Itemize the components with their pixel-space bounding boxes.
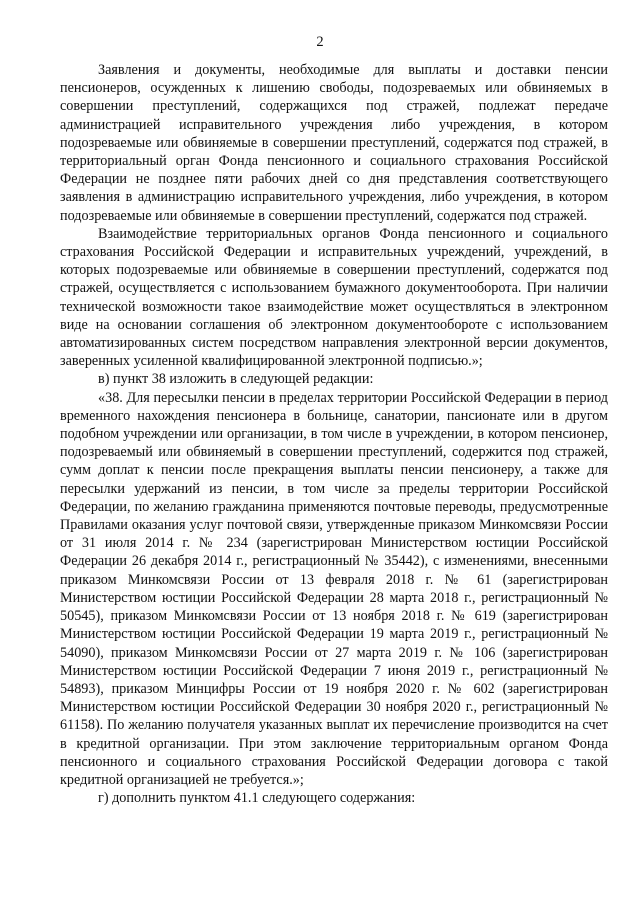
paragraph-documents-transfer: Заявления и документы, необходимые для выплаты и доставки пенсии пенсионеров, осужденных к лишению свободы, подозреваемых или обвиняемых в совершении преступлений, содержащихся под стражей, подлежат передаче администрацией исправительного учреждения либо учреждения, в котором подозреваемые или обвиняемые в совершении преступлений, содержатся под стражей, в территориальный орган Фонда пенсионного и социального страхования Российской Федерации не позднее пяти рабочих дней со дня представления соответствующего заявления в администрацию исправительного учреждения, либо учреждения, в котором подозреваемые или обвиняемые в совершении преступлений, содержатся под стражей.: [60, 62, 608, 224]
paragraph-item-v: в) пункт 38 изложить в следующей редакции:: [98, 371, 374, 388]
paragraph-point-38: «38. Для пересылки пенсии в пределах территории Российской Федерации в период временного нахождения пенсионера в больнице, санатории, пансионате или в другом подобном учреждении или организации, в том числе в учреждении, в котором пенсионер, подозреваемый или обвиняемый в совершении преступлений, содержится под стражей, сумм доплат к пенсии после прекращения выплаты пенсии пенсионеру, а также для пересылки удержаний из пенсии, в том числе за пределы территории Российской Федерации, по желанию гражданина применяются почтовые переводы, предусмотренные Правилами оказания услуг почтовой связи, утвержденные приказом Минкомсвязи России от 31 июля 2014 г. № 234 (зарегистрирован Министерством юстиции Российской Федерации 26 декабря 2014 г., регистрационный № 35442), с изменениями, внесенными приказом Минкомсвязи России от 13 февраля 2018 г. № 61 (зарегистрирован Министерством юстиции Российской Федерации 28 марта 2018 г., регистрационный № 50545), приказом Минкомсвязи России от 13 ноября 2018 г. № 619 (зарегистрирован Министерством юстиции Российской Федерации 19 марта 2019 г., регистрационный № 54090), приказом Минкомсвязи России от 27 марта 2019 г. № 106 (зарегистрирован Министерством юстиции Российской Федерации 7 июня 2019 г., регистрационный № 54893), приказом Минцифры России от 19 ноября 2020 г. № 602 (зарегистрирован Министерством юстиции Российской Федерации 30 ноября 2020 г., регистрационный № 61158). По желанию получателя указанных выплат их перечисление производится на счет в кредитной организации. При этом заключение территориальным органом Фонда пенсионного и социального страхования Российской Федерации договора с такой кредитной организацией не требуется.»;: [60, 389, 608, 788]
paragraph-item-g: г) дополнить пунктом 41.1 следующего содержания:: [98, 790, 416, 807]
page-number: 2: [316, 34, 324, 50]
document-body: [60, 61, 608, 807]
paragraph-interaction: Взаимодействие территориальных органов Фонда пенсионного и социального страхования Российской Федерации и исправительных учреждений, учреждений, в которых подозреваемые или обвиняемые в совершении преступлений, содержатся под стражей, осуществляется с использованием бумажного документооборота. При наличии технической возможности такое взаимодействие может осуществляться в электронном виде на основании соглашения об электронном документообороте с использованием автоматизированных систем посредством направления электронной версии документов, заверенных усиленной квалифицированной электронной подписью.»;: [60, 225, 608, 370]
